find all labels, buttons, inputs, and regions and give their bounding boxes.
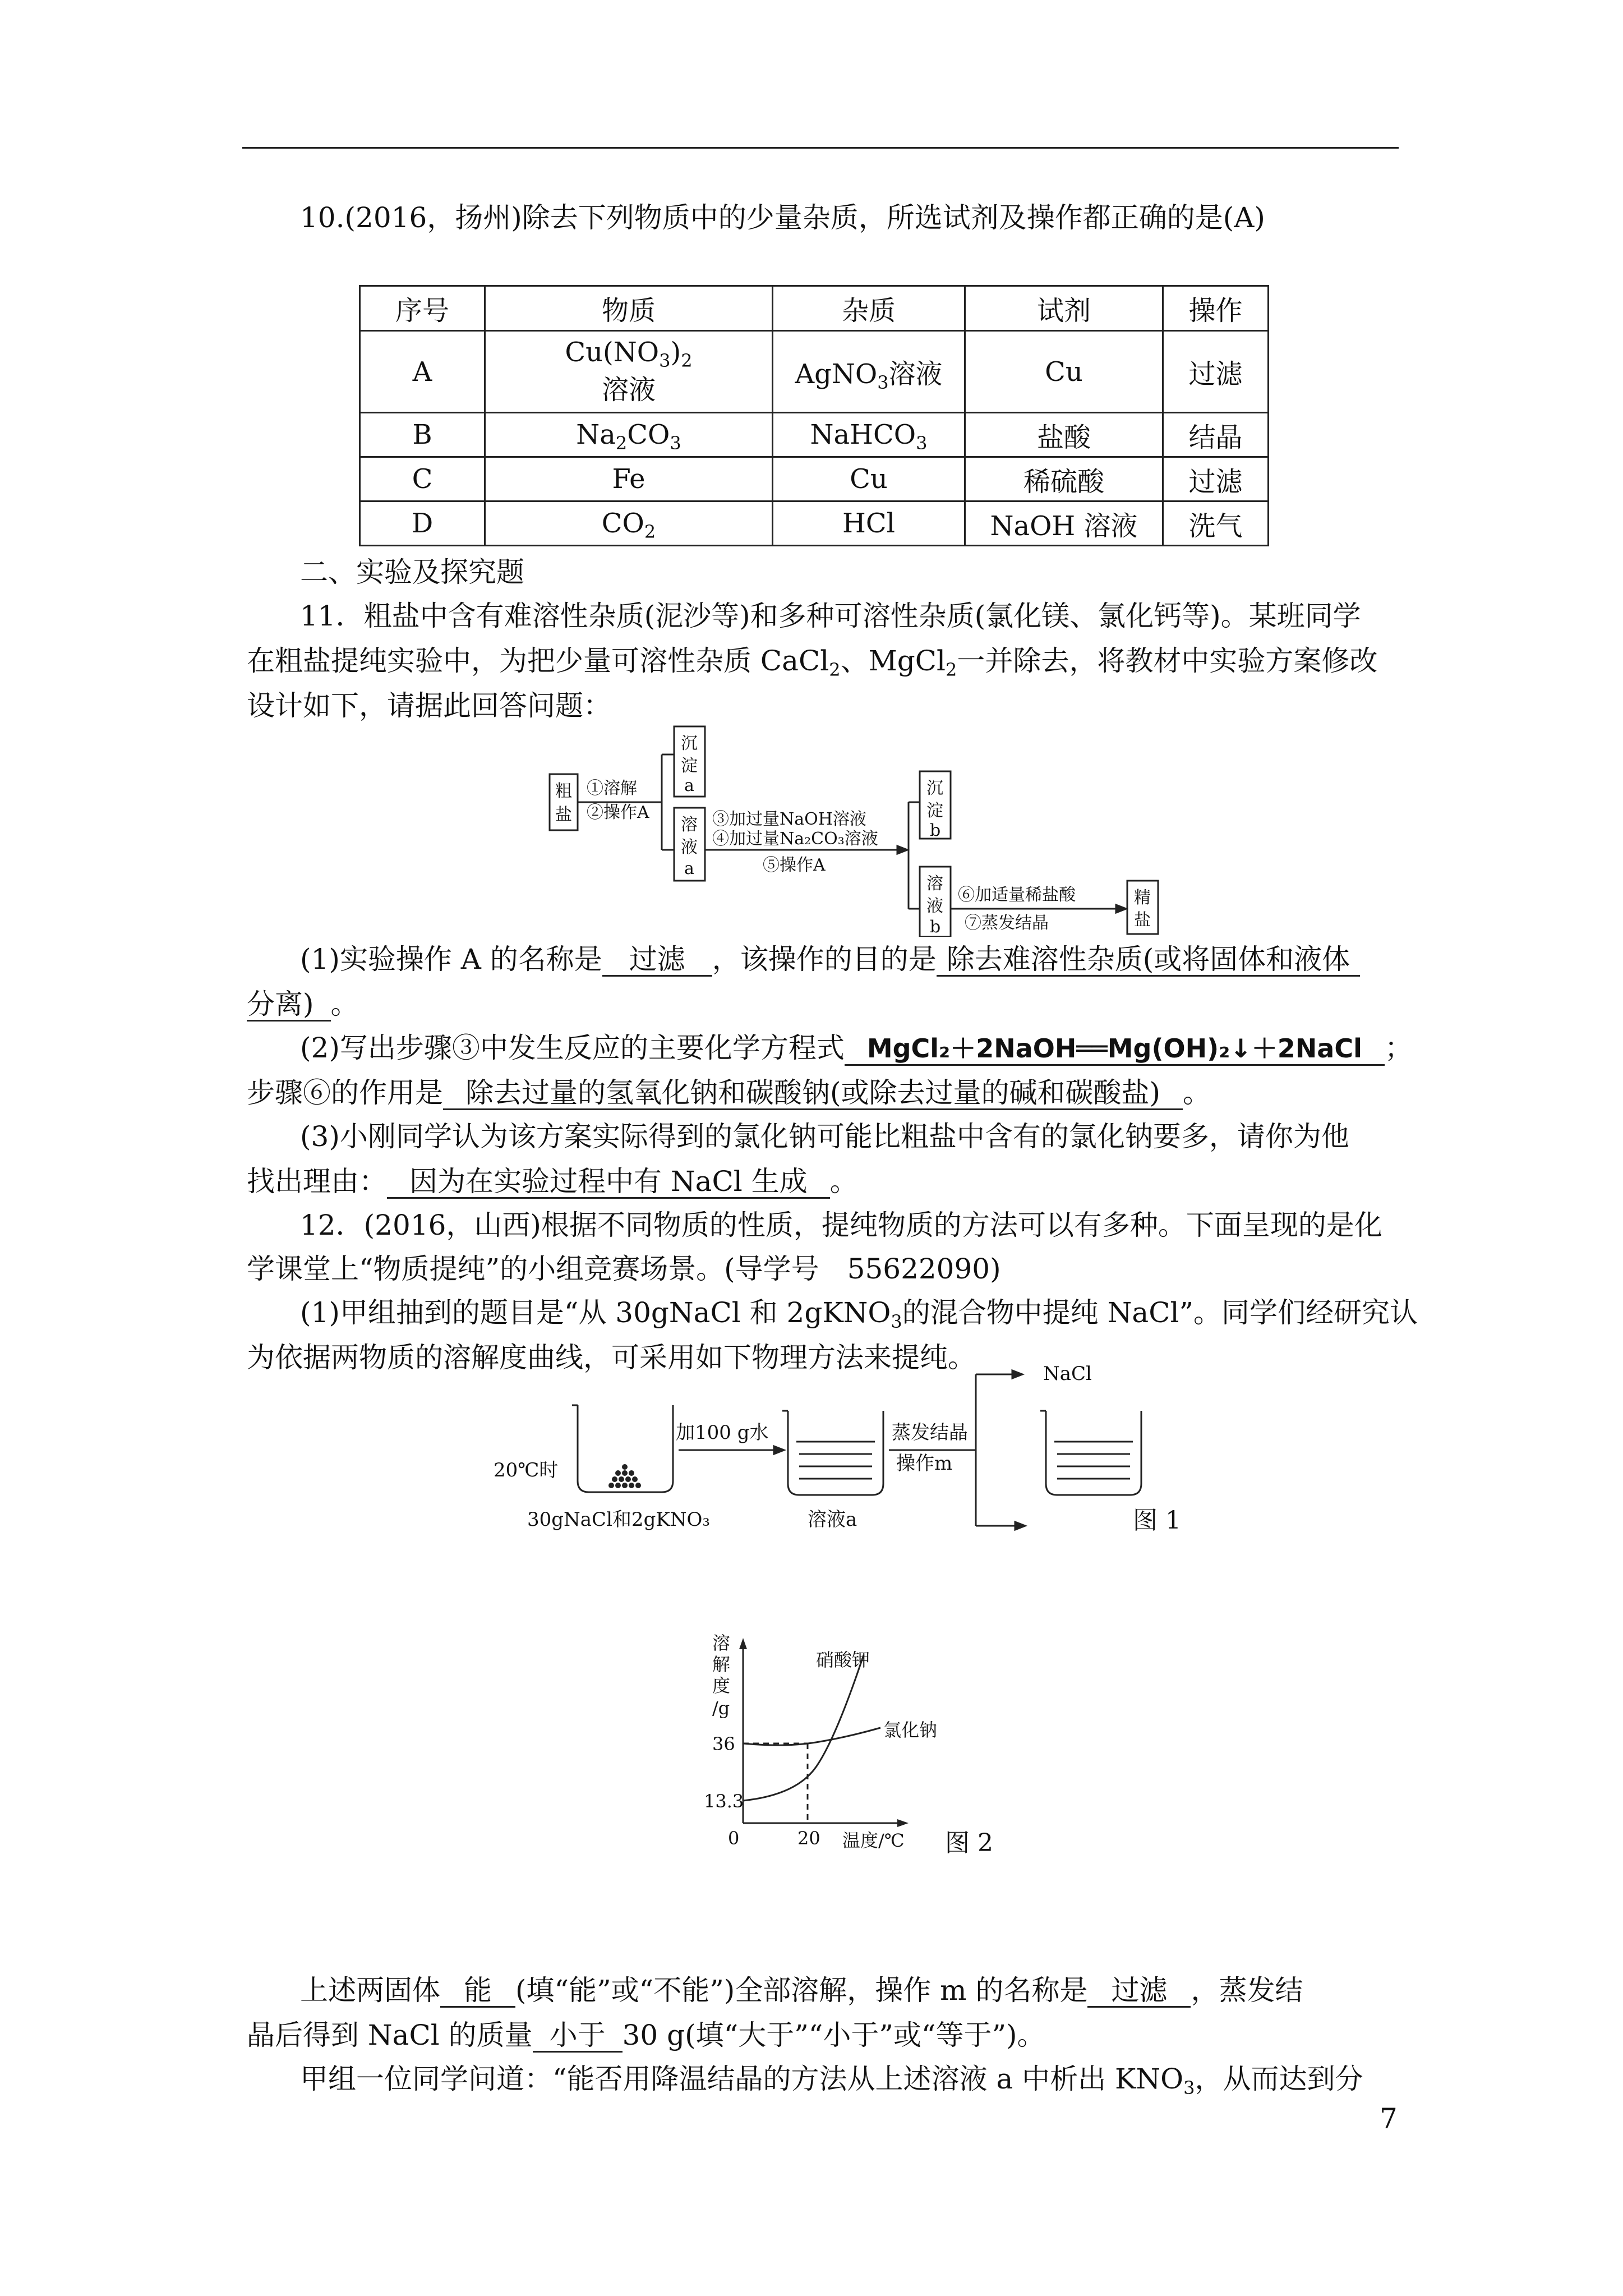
svg-text:a: a — [684, 859, 694, 878]
q11-part1: (1)实验操作 A 的名称是 过滤 ，该操作的目的是 除去难溶性杂质(或将固体和液体 — [300, 942, 1360, 977]
table-cell: A — [360, 331, 485, 413]
q11-flowchart — [544, 724, 1161, 937]
svg-text:粗: 粗 — [555, 781, 572, 801]
svg-text:b: b — [930, 917, 941, 937]
q11-line1: 11．粗盐中含有难溶性杂质(泥沙等)和多种可溶性杂质(氯化镁、氯化钙等)。某班同学 — [300, 600, 1361, 632]
svg-text:液: 液 — [681, 838, 698, 857]
svg-text:精: 精 — [1134, 888, 1151, 908]
svg-text:解: 解 — [712, 1654, 731, 1675]
q11-line3: 设计如下，请据此回答问题： — [247, 689, 611, 722]
table-cell: AgNO$_3$溶液 — [773, 331, 965, 413]
kno3-label: 硝酸钾 — [816, 1649, 870, 1671]
step3-label: ③加过量NaOH溶液 — [712, 809, 866, 829]
q10-table — [359, 285, 1269, 546]
table-header: 序号 — [360, 286, 485, 331]
table-header: 物质 — [485, 286, 773, 331]
svg-text:/g: /g — [712, 1697, 730, 1719]
solid-particles — [608, 1464, 641, 1488]
table-header: 操作 — [1163, 286, 1269, 331]
table-cell: NaHCO$_3$ — [773, 413, 965, 457]
figure-2-solubility-chart — [695, 1632, 1021, 1868]
svg-text:b: b — [930, 821, 941, 840]
beaker-3 — [1046, 1411, 1141, 1495]
step6-label: ⑥加适量稀盐酸 — [958, 885, 1076, 905]
table-cell: $Na_2CO_3$ — [485, 413, 773, 457]
q11-part2-cont: 步骤⑥的作用是 除去过量的氢氧化钠和碳酸钠(或除去过量的碱和碳酸盐) 。 — [247, 1076, 1211, 1109]
svg-text:36: 36 — [712, 1733, 735, 1755]
header-rule — [242, 147, 1399, 149]
svg-text:盐: 盐 — [555, 805, 572, 825]
q11-part1-cont: 分离) 。 — [247, 988, 359, 1020]
table-cell: HCl — [773, 501, 965, 546]
q12-part1-cont: 为依据两物质的溶解度曲线，可采用如下物理方法来提纯。 — [247, 1341, 976, 1374]
table-cell: Cu — [773, 457, 965, 501]
table-cell: Cu — [965, 331, 1163, 413]
table-cell: 过滤 — [1163, 457, 1269, 501]
nacl-curve — [743, 1728, 880, 1745]
step5-label: ⑤操作A — [763, 855, 826, 875]
section-heading: 二、实验及探究题 — [300, 556, 524, 588]
table-cell: 盐酸 — [965, 413, 1163, 457]
fig1-caption: 图 1 — [1133, 1506, 1181, 1535]
table-row — [360, 413, 1269, 457]
svg-text:13.3: 13.3 — [704, 1791, 744, 1812]
table-cell: Fe — [485, 457, 773, 501]
q10-stem: 10.(2016，扬州)除去下列物质中的少量杂质，所选试剂及操作都正确的是(A) — [300, 201, 1265, 234]
q12-answer-line1: 上述两固体 能 (填“能”或“不能”)全部溶解，操作 m 的名称是 过滤 ，蒸发结 — [300, 1974, 1303, 2007]
beaker-1 — [578, 1405, 673, 1492]
q11-part2: (2)写出步骤③中发生反应的主要化学方程式 MgCl₂＋2NaOH══Mg(OH)₂↓＋2NaCl ； — [300, 1031, 1413, 1066]
table-cell: 结晶 — [1163, 413, 1269, 457]
table-cell: D — [360, 501, 485, 546]
fig1-add-water: 加100 g水 — [676, 1421, 769, 1444]
svg-text:a: a — [684, 776, 694, 795]
table-row — [360, 331, 1269, 413]
nacl-label: 氯化钠 — [883, 1719, 938, 1741]
q12-answer-line2: 晶后得到 NaCl 的质量 小于 30 g(填“大于”“小于”或“等于”)。 — [247, 2019, 1045, 2051]
table-cell: B — [360, 413, 485, 457]
table-row — [360, 457, 1269, 501]
svg-text:淀: 淀 — [681, 756, 698, 776]
table-row — [360, 501, 1269, 546]
svg-text:溶: 溶 — [926, 874, 943, 894]
q11-part3-cont: 找出理由： 因为在实验过程中有 NaCl 生成 。 — [247, 1165, 858, 1198]
fig1-operation: 操作m — [896, 1452, 953, 1475]
fig1-mixture: 30gNaCl和2gKNO₃ — [527, 1508, 710, 1531]
svg-text:溶: 溶 — [712, 1632, 731, 1654]
svg-text:液: 液 — [926, 896, 943, 916]
svg-text:沉: 沉 — [681, 734, 698, 753]
svg-text:淀: 淀 — [926, 801, 943, 821]
svg-text:0: 0 — [728, 1828, 740, 1849]
kno3-curve — [743, 1655, 864, 1801]
q12-line1: 12．(2016，山西)根据不同物质的性质，提纯物质的方法可以有多种。下面呈现的是化 — [300, 1209, 1382, 1241]
q11-line2: 在粗盐提纯实验中，为把少量可溶性杂质 CaCl$_2$、MgCl$_2$一并除去，将教材中实验方案修改 — [247, 645, 1378, 680]
svg-text:20: 20 — [797, 1828, 820, 1849]
q12-part1: (1)甲组抽到的题目是“从 30gNaCl 和 2gKNO$_3$的混合物中提纯 NaCl”。同学们经研究认 — [300, 1296, 1418, 1332]
svg-text:盐: 盐 — [1134, 910, 1151, 930]
step4-label: ④加过量Na₂CO₃溶液 — [712, 829, 878, 849]
x-axis-label: 温度/℃ — [842, 1830, 905, 1851]
step7-label: ⑦蒸发结晶 — [965, 913, 1049, 933]
table-cell: 洗气 — [1163, 501, 1269, 546]
fig1-temp: 20℃时 — [494, 1459, 559, 1481]
table-header: 杂质 — [773, 286, 965, 331]
table-cell: $CO_2$ — [485, 501, 773, 546]
step1-label: ①溶解 — [587, 779, 637, 798]
q12-answer-line3: 甲组一位同学问道：“能否用降温结晶的方法从上述溶液 a 中析出 $KNO_3$，从而达到分 — [300, 2063, 1363, 2099]
fig2-caption: 图 2 — [945, 1829, 993, 1857]
table-header: 试剂 — [965, 286, 1163, 331]
svg-text:度: 度 — [712, 1675, 731, 1696]
table-cell: $Cu(NO_3)_2$ 溶液 — [485, 331, 773, 413]
q11-part3: (3)小刚同学认为该方案实际得到的氯化钠可能比粗盐中含有的氯化钠要多，请你为他 — [300, 1120, 1349, 1153]
svg-text:沉: 沉 — [926, 779, 943, 798]
figure-1 — [494, 1358, 1211, 1537]
q12-line2: 学课堂上“物质提纯”的小组竞赛场景。(导学号 55622090) — [247, 1253, 1001, 1285]
fig1-evaporate: 蒸发结晶 — [892, 1421, 968, 1444]
fig1-output: NaCl — [1043, 1363, 1092, 1385]
step2-label: ②操作A — [587, 803, 649, 822]
page-number: 7 — [1380, 2102, 1398, 2135]
table-cell: 过滤 — [1163, 331, 1269, 413]
fig1-solution: 溶液a — [808, 1508, 857, 1531]
table-cell: 稀硫酸 — [965, 457, 1163, 501]
table-cell: NaOH 溶液 — [965, 501, 1163, 546]
table-cell: C — [360, 457, 485, 501]
svg-text:溶: 溶 — [681, 815, 698, 835]
beaker-2 — [788, 1411, 883, 1495]
